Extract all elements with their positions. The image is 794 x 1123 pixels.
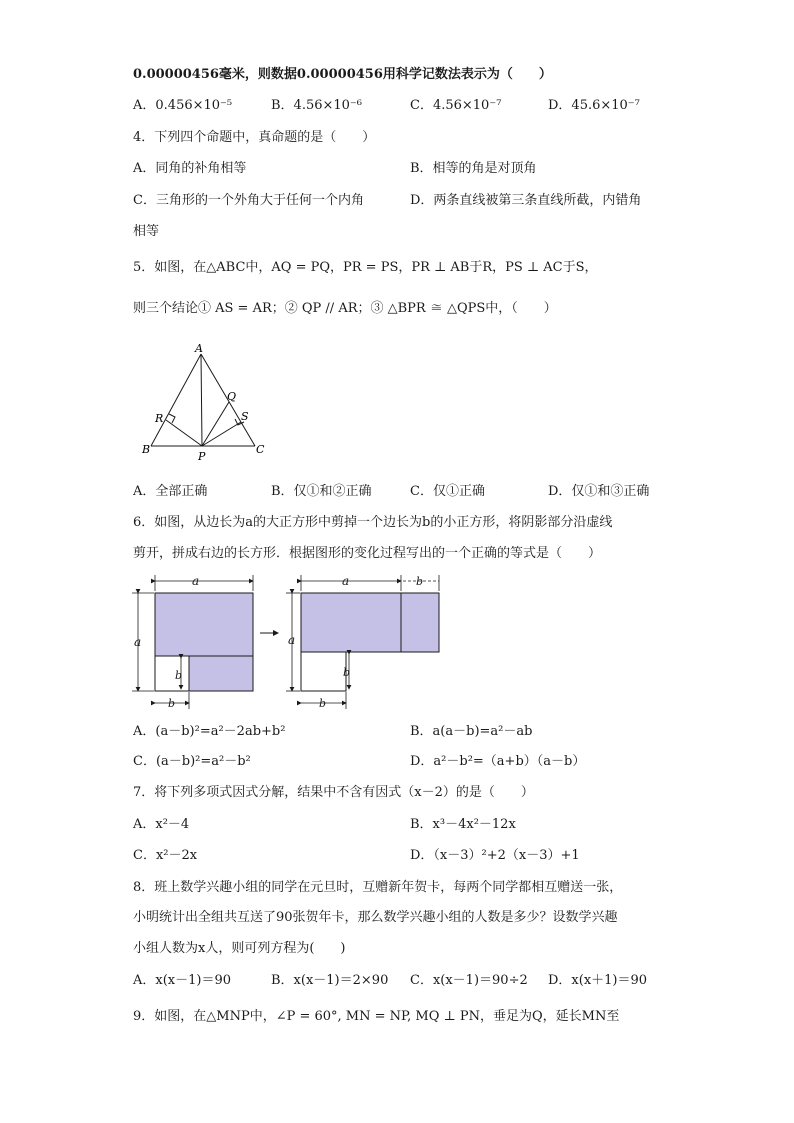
q4-stem: 4．下列四个命题中，真命题的是（ ） xyxy=(133,130,376,145)
q5-option-d: D．仅①和③正确 xyxy=(548,484,650,499)
q8-option-d: D．x(x＋1)＝90 xyxy=(548,973,648,988)
label-S: S xyxy=(241,410,249,423)
q8-option-a: A．x(x－1)＝90 xyxy=(133,973,232,988)
shaded-region xyxy=(155,593,253,656)
q6-option-d: D．a²－b²=（a+b）（a－b） xyxy=(410,754,586,769)
label-b-inner: b xyxy=(175,669,183,682)
triangle-figure xyxy=(138,340,273,465)
q5-option-b: B．仅①和②正确 xyxy=(271,484,372,499)
q4-option-d-cont: 相等 xyxy=(133,224,160,239)
label-Q: Q xyxy=(227,390,237,403)
q5-option-c: C．仅①正确 xyxy=(410,484,485,499)
label-A: A xyxy=(195,342,203,355)
q3-option-d: D．45.6×10⁻⁷ xyxy=(548,98,640,113)
label-b-right-inner: b xyxy=(343,666,351,679)
label-P: P xyxy=(198,450,206,463)
q3-option-b: B．4.56×10⁻⁶ xyxy=(271,98,363,113)
label-a-top: a xyxy=(192,574,200,588)
q3-stem-line: 0.00000456毫米，则数据0.00000456用科学记数法表示为（ ） xyxy=(133,67,552,82)
q9-stem: 9．如图，在△MNP中，∠P = 60°, MN = NP, MQ ⊥ PN，垂足为Q，延长MN至 xyxy=(133,1009,620,1024)
label-b-bottom: b xyxy=(168,697,176,710)
label-B: B xyxy=(142,443,151,456)
q7-option-b: B．x³－4x²－12x xyxy=(410,817,516,832)
q8-stem: 8．班上数学兴趣小组的同学在元旦时，互赠新年贺卡，每两个同学都相互赠送一张， xyxy=(133,880,623,895)
q6-stem: 6．如图，从边长为a的大正方形中剪掉一个边长为b的小正方形，将阴影部分沿虚线 xyxy=(133,515,613,530)
q8-stem-3: 小组人数为x人，则可列方程为( ) xyxy=(133,941,346,956)
q7-option-d: D．（x－3）²+2（x－3）+1 xyxy=(410,848,580,863)
q4-option-b: B．相等的角是对顶角 xyxy=(410,161,537,176)
q3-option-c: C．4.56×10⁻⁷ xyxy=(410,98,502,113)
label-b-right-bottom: b xyxy=(319,697,327,710)
q3-option-a: A．0.456×10⁻⁵ xyxy=(133,98,233,113)
q4-option-a: A．同角的补角相等 xyxy=(133,161,247,176)
square-rectangle-figure xyxy=(128,572,448,712)
q8-stem-2: 小明统计出全组共互送了90张贺年卡，那么数学兴趣小组的人数是多少？设数学兴趣 xyxy=(133,910,618,925)
label-a-right-top: a xyxy=(342,574,350,588)
q6-option-c: C．(a－b)²=a²－b² xyxy=(133,754,251,769)
label-a-left: a xyxy=(134,635,142,649)
q6-option-a: A．(a－b)²=a²－2ab+b² xyxy=(133,724,286,739)
q6-stem-2: 剪开，拼成右边的长方形．根据图形的变化过程写出的一个正确的等式是（ ） xyxy=(133,546,602,561)
q4-option-d: D．两条直线被第三条直线所截，内错角 xyxy=(410,193,642,208)
q8-option-b: B．x(x－1)＝2×90 xyxy=(271,973,389,988)
q7-option-c: C．x²－2x xyxy=(133,848,198,863)
q8-option-c: C．x(x－1)＝90÷2 xyxy=(410,973,528,988)
q5-option-a: A．全部正确 xyxy=(133,484,208,499)
label-b-right-top: b xyxy=(416,575,424,588)
q5-stem-2: 则三个结论① AS = AR；② QP // AR；③ △BPR ≅ △QPS中，（ ） xyxy=(133,301,557,316)
q5-stem: 5．如图，在△ABC中，AQ = PQ，PR = PS，PR ⊥ AB于R，PS ⊥ AC于S， xyxy=(133,260,598,275)
q6-option-b: B．a(a－b)=a²－ab xyxy=(410,724,533,739)
label-R: R xyxy=(155,412,164,425)
label-C: C xyxy=(256,443,265,456)
label-a-right-left: a xyxy=(288,633,296,647)
q7-stem: 7．将下列多项式因式分解，结果中不含有因式（x－2）的是（ ） xyxy=(133,785,534,800)
q4-option-c: C．三角形的一个外角大于任何一个内角 xyxy=(133,193,364,208)
q7-option-a: A．x²－4 xyxy=(133,817,190,832)
